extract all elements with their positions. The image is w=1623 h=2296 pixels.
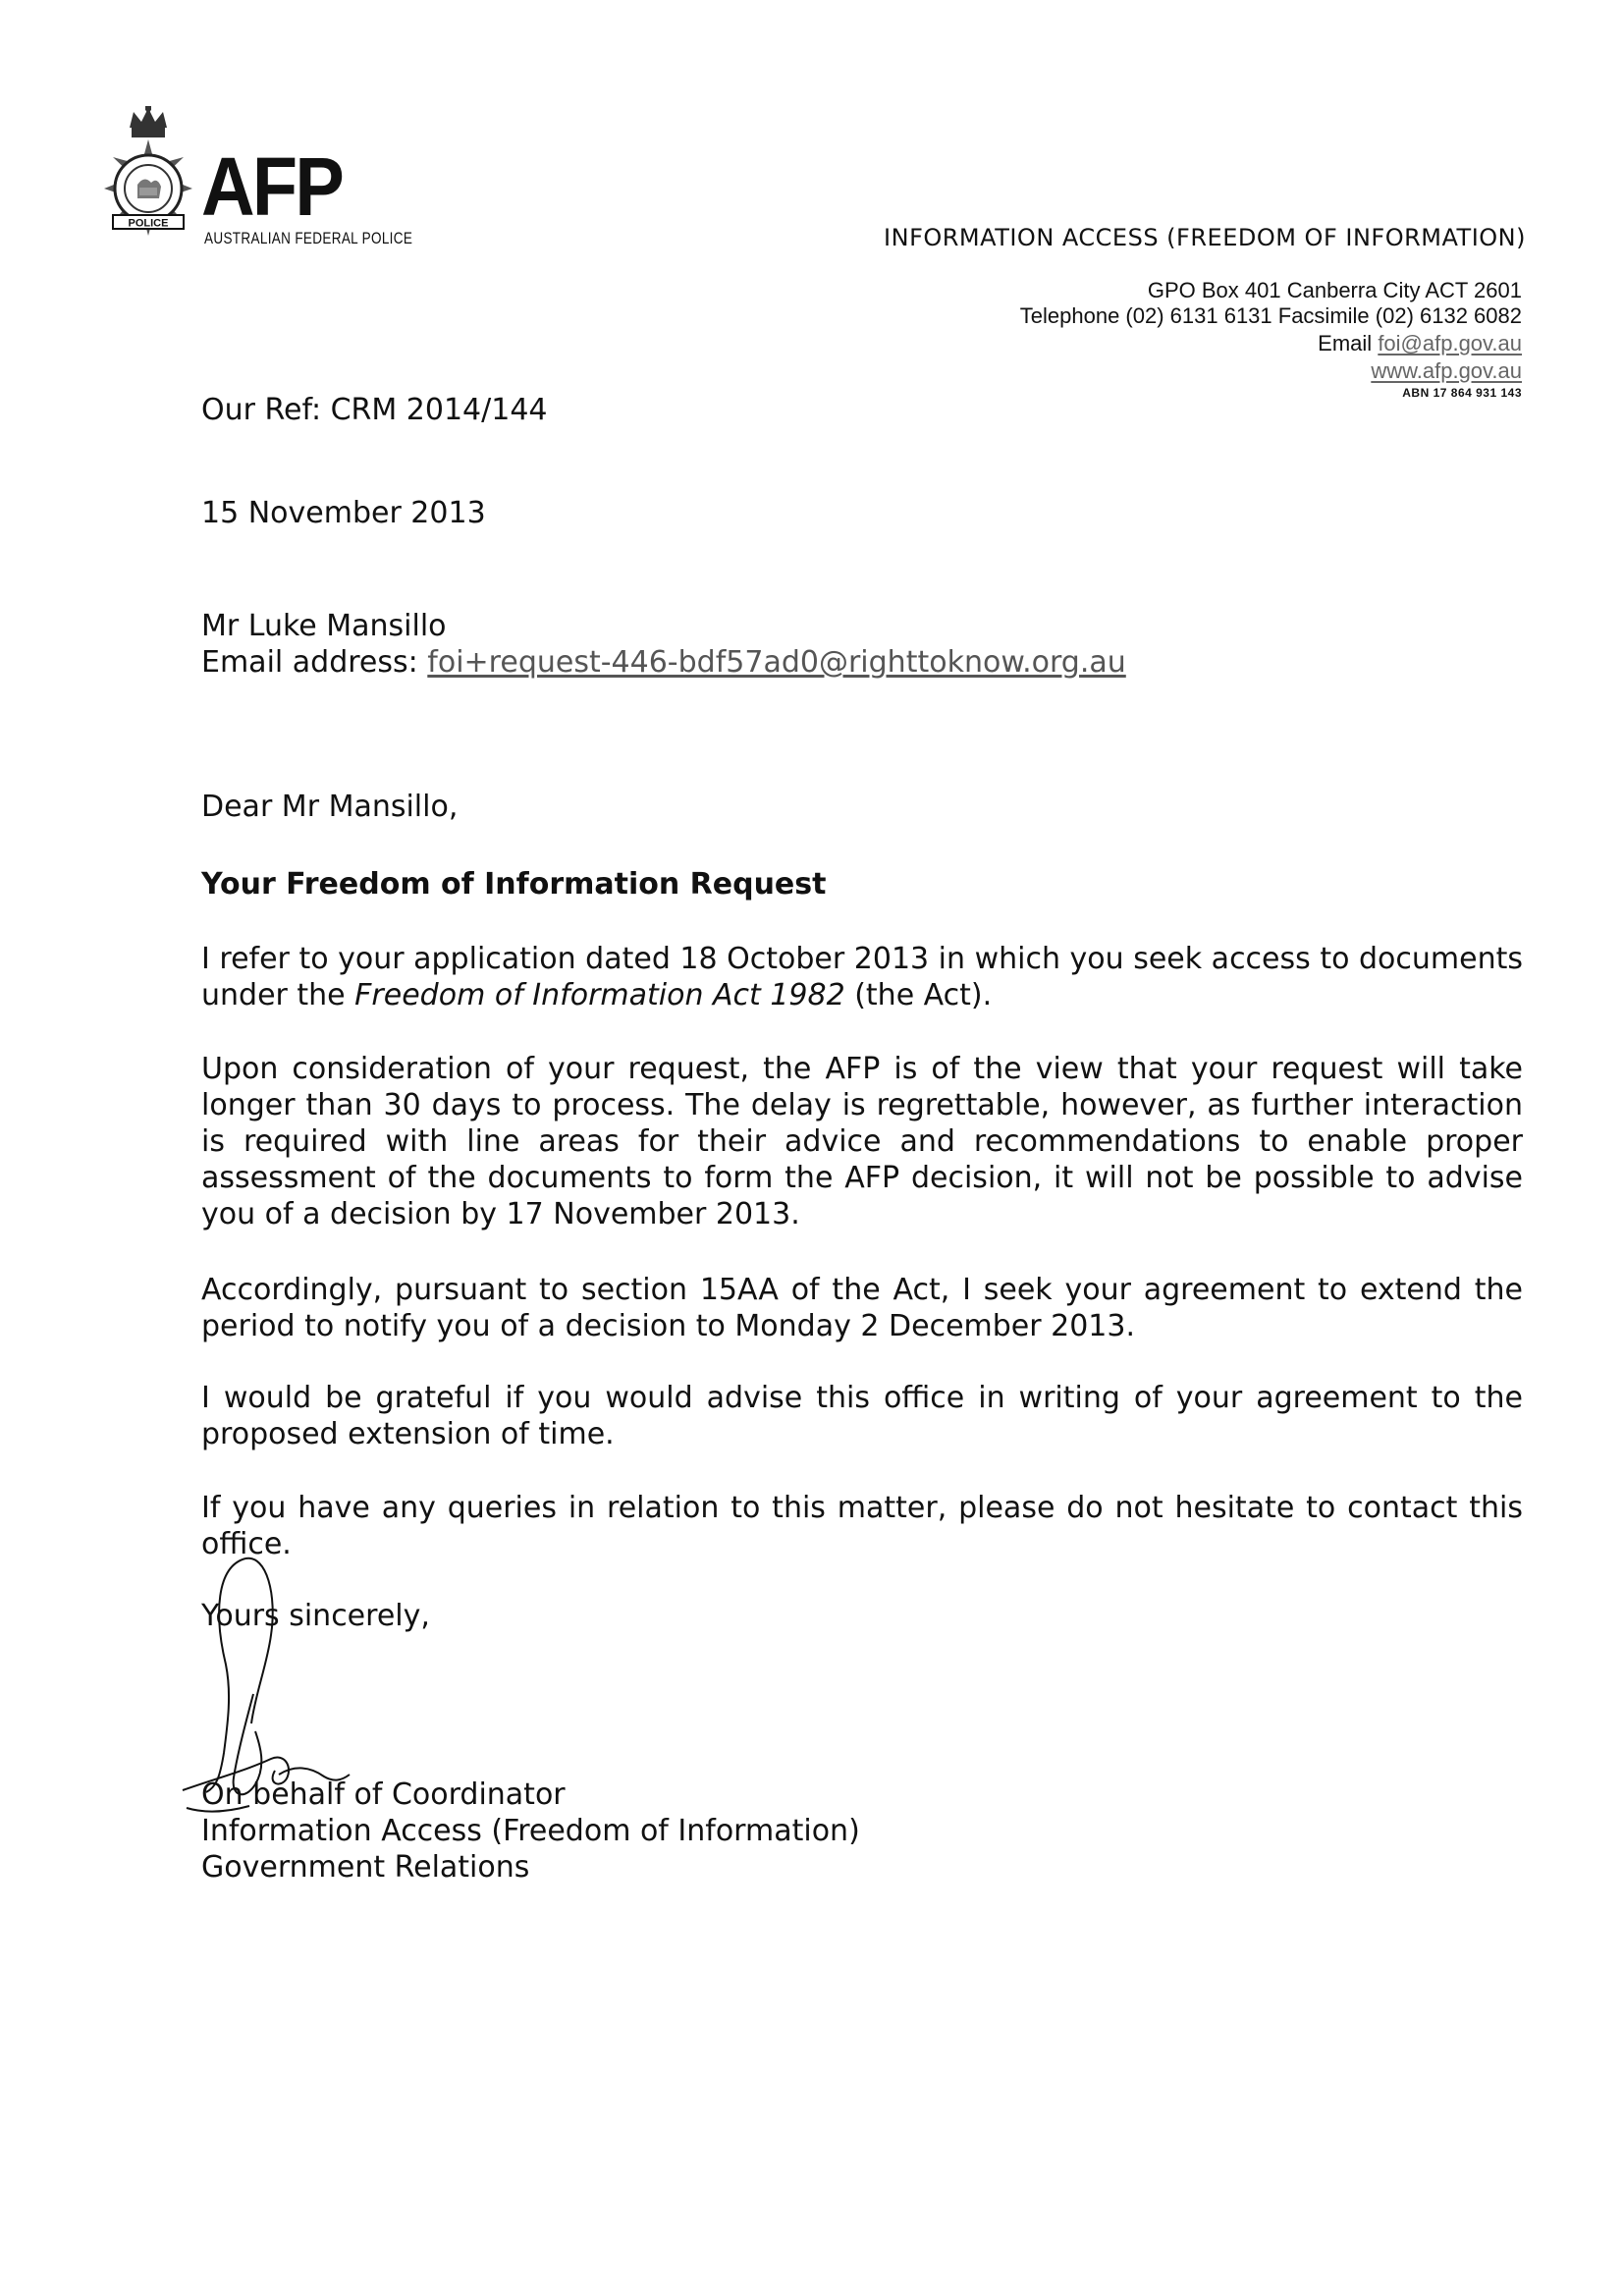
email-label: Email — [1318, 331, 1373, 355]
police-star-badge-icon — [90, 106, 206, 265]
paragraph-agreement-request: I would be grateful if you would advise this office in writing of your agreement to the proposed extension of time. — [201, 1381, 1523, 1451]
office-title: INFORMATION ACCESS (FREEDOM OF INFORMATION) — [884, 224, 1526, 251]
addressee-email-row — [201, 645, 1126, 681]
office-email-link[interactable]: foi@afp.gov.au — [1378, 331, 1522, 355]
sign-off-division: Government Relations — [201, 1850, 530, 1885]
afp-brand-wordmark: AFP — [201, 140, 343, 233]
afp-logo-badge — [90, 106, 206, 265]
para-1-text: I refer to your application dated 18 October 2013 in which you seek access to documents under the — [201, 942, 1523, 1012]
postal-address: GPO Box 401 Canberra City ACT 2601 — [1147, 278, 1522, 302]
para-1-text-end: (the Act). — [844, 978, 993, 1012]
abn-number: ABN 17 864 931 143 — [1402, 386, 1522, 400]
letter-subject: Your Freedom of Information Request — [201, 867, 827, 902]
paragraph-delay-explanation: Upon consideration of your request, the AFP is of the view that your request will take longer than 30 days to process. The delay is regrettable, however, as further interaction is required with line areas for their advice and recommendations to enable proper assessment of the documents to form the AFP decision, it will not be possible to advise you of a decision by 17 November 2013. — [201, 1052, 1523, 1231]
paragraph-extension-request: Accordingly, pursuant to section 15AA of the Act, I seek your agreement to extend the period to notify you of a decision to Monday 2 December 2013. — [201, 1273, 1523, 1343]
addressee-email-link[interactable]: foi+request-446-bdf57ad0@righttoknow.org.au — [427, 645, 1126, 680]
sign-off-behalf: On behalf of Coordinator — [201, 1777, 566, 1812]
afp-brand-subtitle: AUSTRALIAN FEDERAL POLICE — [204, 230, 413, 247]
paragraph-application-reference — [201, 941, 1523, 1013]
email-address-label: Email address: — [201, 645, 418, 680]
paragraph-contact-info: If you have any queries in relation to this matter, please do not hesitate to contact this office. — [201, 1491, 1523, 1561]
letter-date: 15 November 2013 — [201, 496, 486, 530]
office-email-line — [1318, 331, 1522, 356]
act-title: Freedom of Information Act 1982 — [354, 978, 845, 1012]
addressee-name: Mr Luke Mansillo — [201, 609, 447, 643]
our-reference: Our Ref: CRM 2014/144 — [201, 393, 548, 427]
closing: Yours sincerely, — [201, 1599, 430, 1633]
telephone-line: Telephone (02) 6131 6131 Facsimile (02) 6132 6082 — [1019, 303, 1522, 328]
sign-off-unit: Information Access (Freedom of Information) — [201, 1814, 860, 1848]
website-link[interactable]: www.afp.gov.au — [1371, 358, 1522, 383]
badge-banner-text: POLICE — [128, 217, 169, 230]
salutation: Dear Mr Mansillo, — [201, 790, 459, 824]
